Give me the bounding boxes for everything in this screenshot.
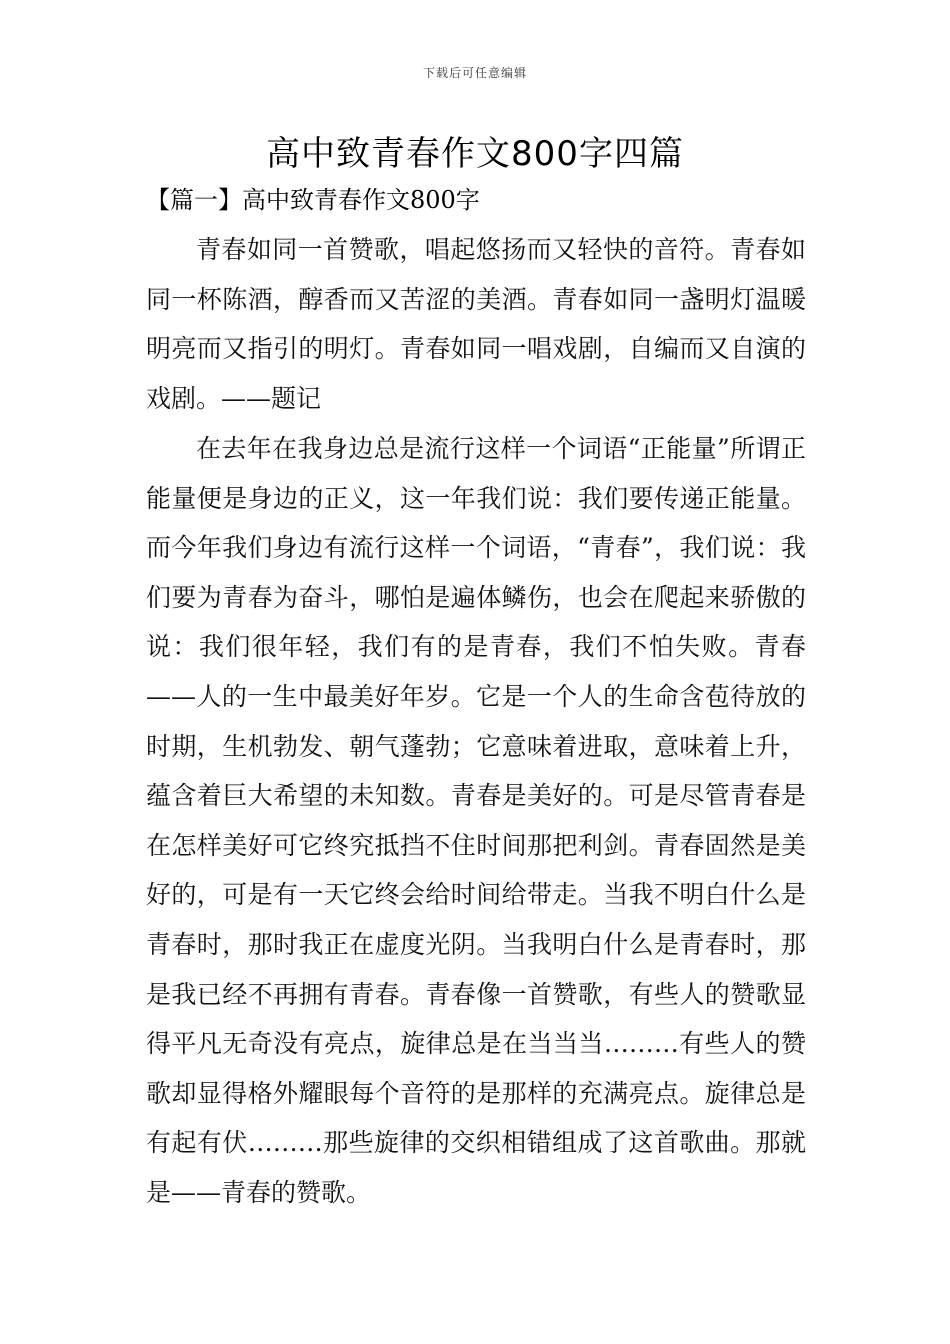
body-paragraph-1: 青春如同一首赞歌，唱起悠扬而又轻快的音符。青春如同一杯陈酒，醇香而又苦涩的美酒。青春如同一盏明灯温暖明亮而又指引的明灯。青春如同一唱戏剧，自编而又自演的戏剧。——题记 [146,235,806,413]
header-note: 下载后可任意编辑 [422,66,527,80]
section-heading: 【篇一】高中致青春作文800字 [146,186,480,214]
body-paragraph-2: 在去年在我身边总是流行这样一个词语“正能量”所谓正能量便是身边的正义，这一年我们说：我们要传递正能量。而今年我们身边有流行这样一个词语，“青春”，我们说：我们要为青春为奋斗，哪怕是遍体鳞伤，也会在爬起来骄傲的说：我们很年轻，我们有的是青春，我们不怕失败。青春——人的一生中最美好年岁。它是一个人的生命含苞待放的时期，生机勃发、朝气蓬勃；它意味着进取，意味着上升，蕴含着巨大希望的未知数。青春是美好的。可是尽管青春是在怎样美好可它终究抵挡不住时间那把利剑。青春固然是美好的，可是有一天它终会给时间给带走。当我不明白什么是青春时，那时我正在虚度光阴。当我明白什么是青春时，那是我已经不再拥有青春。青春像一首赞歌，有些人的赞歌显得平凡无奇没有亮点，旋律总是在当当当………有些人的赞歌却显得格外耀眼每个音符的是那样的充满亮点。旋律总是有起有伏………那些旋律的交织相错组成了这首歌曲。那就是——青春的赞歌。 [146,434,806,1207]
document-title: 高中致青春作文800字四篇 [266,134,684,174]
